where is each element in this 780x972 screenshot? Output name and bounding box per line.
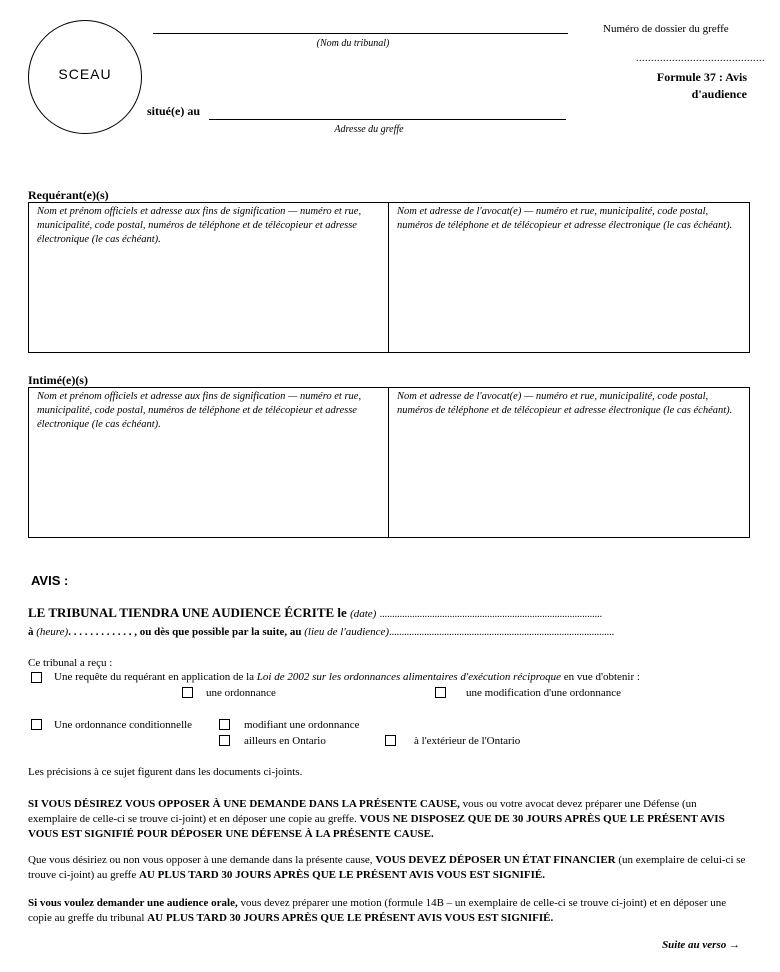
- financial-bold1: VOUS DEVEZ DÉPOSER UN ÉTAT FINANCIER: [375, 854, 616, 866]
- hearing-line: [28, 605, 748, 621]
- defence-bold1: SI VOUS DÉSIREZ VOUS OPPOSER À UNE DEMANDE DANS LA PRÉSENTE CAUSE,: [28, 798, 460, 810]
- request-post: en vue d'obtenir :: [563, 671, 640, 683]
- court-name-caption: (Nom du tribunal): [316, 38, 390, 49]
- respondent-heading: Intimé(e)(s): [28, 373, 88, 387]
- defence-bold2: VOUS NE DISPOSEZ QUE DE 30 JOURS APRÈS QUE LE PRÉSENT AVIS VOUS EST SIGNIFIÉ POUR DÉPOSER UNE DÉFENSE À LA PRÉSENTE CAUSE.: [28, 813, 725, 840]
- applicant-heading: Requérant(e)(s): [28, 188, 109, 202]
- request-pre: Une requête du requérant en application de la: [54, 671, 255, 683]
- modifying-label: modifiant une ordonnance: [244, 719, 360, 731]
- date-label: (date): [350, 608, 377, 620]
- hearing-at: à: [28, 626, 34, 638]
- elsewhere-label: ailleurs en Ontario: [244, 735, 326, 747]
- request-checkbox[interactable]: [31, 672, 42, 683]
- form-title-line2: d'audience: [691, 87, 747, 101]
- applicant-right-cell[interactable]: Nom et adresse de l'avocat(e) — numéro et rue, municipalité, code postal, numéros de téléphone et de télécopieur et adresse électronique (le cas échéant).: [397, 206, 733, 231]
- date-field[interactable]: .........................................................................................: [379, 609, 603, 620]
- respondent-right-cell[interactable]: Nom et adresse de l'avocat(e) — numéro et rue, municipalité, code postal, numéros de téléphone et de télécopieur et adresse électronique (le cas échéant).: [397, 391, 733, 416]
- oral-bold2: AU PLUS TARD 30 JOURS APRÈS QUE LE PRÉSENT AVIS VOUS EST SIGNIFIÉ.: [147, 912, 554, 924]
- oral-hearing-paragraph: [28, 896, 748, 926]
- oral-text: vous devez préparer une motion (formule 14B – un exemplaire de celle-ci se trouve ci-joint) et en déposer une copie au greffe du tribunal: [28, 897, 727, 924]
- applicant-left-cell[interactable]: Nom et prénom officiels et adresse aux fins de signification — numéro et rue, municipalité, code postal, numéros de téléphone et de télécopieur et adresse électronique (le cas échéant).: [37, 206, 362, 245]
- received-label: Ce tribunal a reçu :: [28, 657, 113, 669]
- financial-text1: Que vous désiriez ou non vous opposer à une demande dans la présente cause,: [28, 854, 373, 866]
- request-line: [54, 671, 640, 683]
- outside-checkbox[interactable]: [385, 735, 396, 746]
- applicant-divider: [388, 202, 389, 353]
- financial-text2: (un exemplaire de celui-ci se trouve ci-joint) au greffe: [28, 854, 746, 881]
- respondent-left-cell[interactable]: Nom et prénom officiels et adresse aux fins de signification — numéro et rue, municipalité, code postal, numéros de téléphone et de télécopieur et adresse électronique (le cas échéant).: [37, 391, 362, 430]
- registry-address-caption: Adresse du greffe: [334, 124, 404, 135]
- modification-checkbox[interactable]: [435, 687, 446, 698]
- time-label: (heure): [36, 626, 69, 638]
- outside-label: à l'extérieur de l'Ontario: [414, 735, 521, 747]
- hearing-prefix: LE TRIBUNAL TIENDRA UNE AUDIENCE ÉCRITE le: [28, 605, 347, 620]
- hearing-time-line: [28, 626, 748, 638]
- form-title-line1: Formule 37 : Avis: [656, 70, 747, 84]
- defence-paragraph: [28, 797, 748, 842]
- modifying-checkbox[interactable]: [219, 719, 230, 730]
- elsewhere-checkbox[interactable]: [219, 735, 230, 746]
- financial-paragraph: [28, 853, 748, 883]
- conditional-label: Une ordonnance conditionnelle: [54, 719, 193, 731]
- place-field[interactable]: ..........................................................................................: [389, 627, 615, 638]
- file-number-label: Numéro de dossier du greffe: [603, 23, 729, 35]
- located-at-label: situé(e) au: [147, 104, 200, 118]
- request-law: Loi de 2002 sur les ordonnances alimentaires d'exécution réciproque: [256, 671, 561, 683]
- conditional-checkbox[interactable]: [31, 719, 42, 730]
- oral-bold1: Si vous voulez demander une audience orale,: [28, 897, 238, 909]
- continued-overleaf: Suite au verso →: [662, 939, 740, 951]
- court-name-line[interactable]: [153, 33, 568, 34]
- time-field[interactable]: . . . . . . . . . . . . , ou dès que possible par la suite, au: [68, 626, 302, 638]
- file-number-field[interactable]: ...........................................: [636, 53, 765, 64]
- place-label: (lieu de l'audience): [304, 626, 390, 638]
- seal-label: SCEAU: [58, 66, 112, 82]
- modification-label: une modification d'une ordonnance: [466, 687, 622, 699]
- details-text: Les précisions à ce sujet figurent dans les documents ci-joints.: [28, 766, 303, 778]
- order-label: une ordonnance: [206, 687, 276, 699]
- financial-bold2: AU PLUS TARD 30 JOURS APRÈS QUE LE PRÉSENT AVIS VOUS EST SIGNIFIÉ.: [138, 869, 545, 881]
- respondent-divider: [388, 387, 389, 538]
- notice-heading: AVIS :: [31, 573, 69, 588]
- defence-text: vous ou votre avocat devez préparer une Défense (un exemplaire de celle-ci se trouve ci-joint) et en déposer une copie au greffe.: [28, 798, 697, 825]
- order-checkbox[interactable]: [182, 687, 193, 698]
- registry-address-line[interactable]: [209, 119, 566, 120]
